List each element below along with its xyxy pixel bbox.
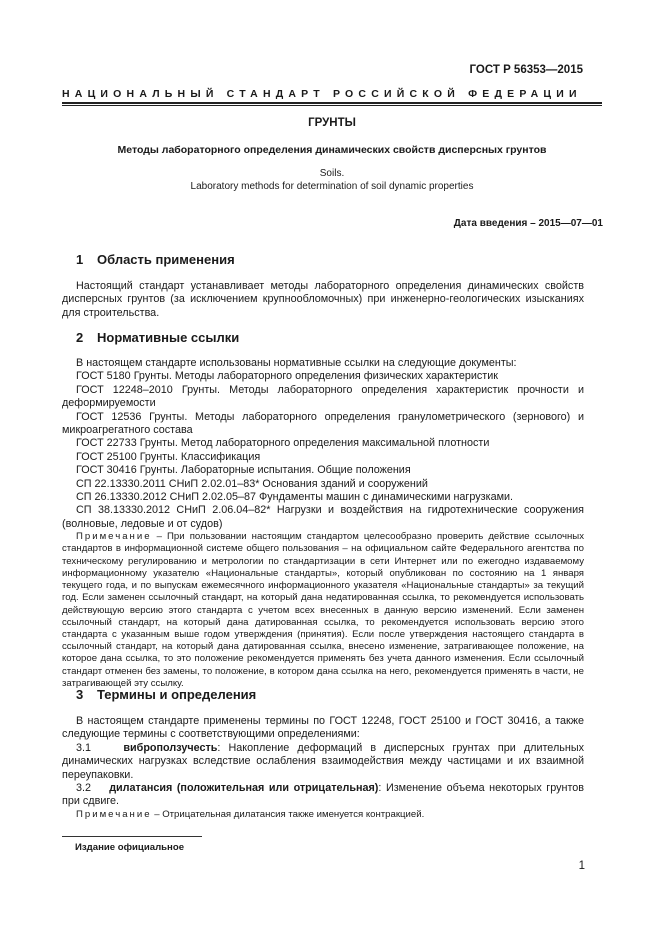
section-number: 2 [76,330,84,345]
note [62,531,584,690]
page-number: 1 [578,860,585,872]
section-3-heading [76,687,256,702]
term-definition [62,782,584,809]
note-text: – Отрицательная дилатансия также именуется контракцией. [151,808,425,820]
term-number: 3.2 [76,782,92,795]
section-1-heading [76,252,235,267]
term-number: 3.1 [76,741,92,754]
reference-item: СП 22.13330.2011 СНиП 2.02.01–83* Основания зданий и сооружений [76,477,428,490]
reference-item: ГОСТ 12536 Грунты. Методы лабораторного определения гранулометрического (зернового) и микроагрегатного состава [62,410,584,437]
reference-item: ГОСТ 22733 Грунты. Метод лабораторного определения максимальной плотности [76,437,490,450]
section-3-body [62,715,584,821]
section-title: Область применения [97,252,235,267]
section-number: 3 [76,687,84,702]
reference-item: ГОСТ 12248–2010 Грунты. Методы лабораторного определения характеристик прочности и деформируемости [62,383,584,410]
note-label: Примечание [76,531,152,543]
header-rule-thick [62,102,602,104]
national-standard-banner: НАЦИОНАЛЬНЫЙ СТАНДАРТ РОССИЙСКОЙ ФЕДЕРАЦИИ [62,88,582,100]
section-1-body [62,280,584,320]
reference-item: СП 38.13330.2012 СНиП 2.06.04–82* Нагрузки и воздействия на гидротехнические сооружения (волновые, ледовые и от судов) [62,504,584,530]
reference-item: ГОСТ 5180 Грунты. Методы лабораторного определения физических характеристик [76,370,498,383]
section-number: 1 [76,252,84,267]
reference-item: ГОСТ 25100 Грунты. Классификация [76,450,261,463]
paragraph: В настоящем стандарте применены термины по ГОСТ 12248, ГОСТ 25100 и ГОСТ 30416, а также следующие термины с соответствующими определениями: [62,715,584,741]
note [62,809,584,821]
section-2-heading [76,330,239,345]
term-definition [62,742,584,782]
note-text: – При пользовании настоящим стандартом целесообразно проверить действие ссылочных стандартов в информационной системе общего пользования – на официальном сайте Федерального агентства по техническому регулированию и метрологии по стандартизации в сети Интернет или по ежегодно издаваемому информационному указателю «Национальные стандарты», который опубликован по состоянию на 1 января текущего года, и по выпускам ежемесячного информационного указателя «Национальные стандарты» за текущий год. Если заменен ссылочный стандарт, на который дана недатированная ссылка, то рекомендуется использовать действующую версию этого стандарта с учетом всех внесенных в данную версию изменений. Если заменен ссылочный стандарт, на который дана датированная ссылка, то рекомендуется использовать версию этого стандарта с указанным выше годом утверждения (принятия). Если после утверждения настоящего стандарта в ссылочный стандарт, на который дана датированная ссылка, внесено изменение, затрагивающее положение, на которое дана ссылка, то это положение рекомендуется применять без учета данного изменения. Если ссылочный стандарт отменен без замены, то положение, в котором дана ссылка на него, рекомендуется применять в части, не затрагивающей эту ссылку. [62,531,584,689]
footer-rule [62,836,202,837]
official-edition-label: Издание официальное [75,842,185,853]
introduction-date: Дата введения – 2015—07—01 [453,218,603,229]
section-title: Термины и определения [97,687,257,702]
term-text: : Накопление деформаций в дисперсных грунтах при длительных динамических нагрузках вследствие ослабления взаимодействия между частицами и их взаимной переупаковки. [62,741,585,781]
english-title-line2: Laboratory methods for determination of soil dynamic properties [190,181,474,192]
standard-code: ГОСТ Р 56353—2015 [469,64,583,76]
term-text: : Изменение объема некоторых грунтов при сдвиге. [62,782,585,808]
section-title: Нормативные ссылки [97,330,240,345]
term-name: виброползучесть [123,741,218,754]
document-subtitle: Методы лабораторного определения динамических свойств дисперсных грунтов [117,144,547,156]
section-2-body [62,357,584,690]
note-label: Примечание [76,808,152,820]
paragraph: Настоящий стандарт устанавливает методы лабораторного определения динамических свойств дисперсных грунтов (за исключением крупнообломочных) при инженерно-геологических изысканиях для строительства. [62,280,584,319]
reference-item: ГОСТ 30416 Грунты. Лабораторные испытания. Общие положения [76,464,411,477]
reference-item: СП 26.13330.2012 СНиП 2.02.05–87 Фундаменты машин с динамическими нагрузками. [76,491,514,504]
document-title: ГРУНТЫ [308,117,356,129]
english-title-line1: Soils. [319,168,345,179]
header-rule-thin [62,105,602,106]
paragraph: В настоящем стандарте использованы нормативные ссылки на следующие документы: [76,357,517,369]
term-name: дилатансия (положительная или отрицательная) [109,782,379,795]
